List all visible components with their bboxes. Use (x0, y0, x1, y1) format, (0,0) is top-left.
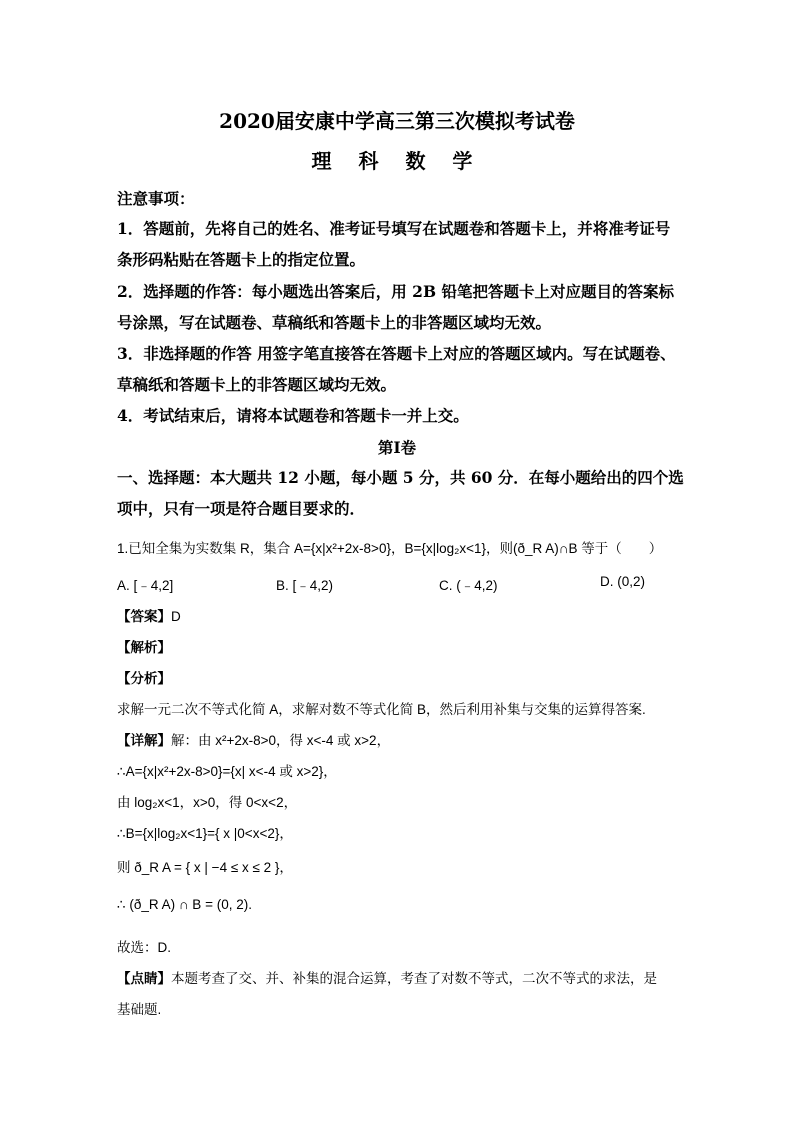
note-2-line-1: 2．选择题的作答：每小题选出答案后，用 2B 铅笔把答题卡上对应题目的答案标 (117, 282, 674, 301)
detail-text-1: 解：由 x²+2x-8>0，得 x<-4 或 x>2， (171, 733, 391, 748)
section-intro-line-2: 项中，只有一项是符合题目要求的． (117, 499, 366, 518)
comment-line-2: 基础题. (117, 1002, 162, 1017)
detail-line-2: ∴A={x|x²+2x-8>0}={x| x<-4 或 x>2}， (117, 764, 337, 779)
notes-heading: 注意事项： (117, 189, 195, 208)
analysis-tag (117, 636, 171, 656)
section-intro-line-1: 一、选择题：本大题共 12 小题，每小题 5 分，共 60 分．在每小题给出的四个选 (117, 468, 684, 487)
option-c: C. (﹣4,2) (439, 578, 498, 593)
comment-label: 【点睛】 (117, 971, 171, 986)
detail-line-1 (117, 729, 390, 749)
answer-line (117, 605, 181, 625)
choose-line: 故选：D. (117, 940, 171, 955)
volume-heading: 第Ⅰ卷 (377, 438, 417, 457)
note-3-line-2: 草稿纸和答题卡上的非答题区域均无效。 (117, 375, 397, 394)
note-1-line-2: 条形码粘贴在答题卡上的指定位置。 (117, 250, 366, 269)
detail-line-6: ∴ (ð_R A) ∩ B = (0, 2). (117, 897, 252, 912)
fenxi-tag-line (117, 667, 171, 687)
note-4: 4．考试结束后，请将本试题卷和答题卡一并上交。 (117, 406, 469, 425)
detail-line-4: ∴B={x|log₂x<1}={ x |0<x<2}， (117, 826, 293, 841)
answer-value: D (171, 609, 181, 624)
comment-text-1: 本题考查了交、并、补集的混合运算，考查了对数不等式，二次不等式的求法，是 (171, 971, 657, 986)
note-2-line-2: 号涂黑，写在试题卷、草稿纸和答题卡上的非答题区域均无效。 (117, 313, 552, 332)
exam-subtitle: 理 科 数 学 (311, 149, 483, 173)
detail-line-5: 则 ð_R A = { x | −4 ≤ x ≤ 2 }， (117, 860, 293, 875)
fenxi-text: 求解一元二次不等式化简 A，求解对数不等式化简 B，然后利用补集与交集的运算得答案. (117, 702, 646, 717)
option-b: B. [﹣4,2) (276, 578, 334, 593)
note-1-line-1: 1．答题前，先将自己的姓名、准考证号填写在试题卷和答题卡上，并将准考证号 (117, 219, 671, 238)
detail-line-3: 由 log₂x<1，x>0，得 0<x<2， (117, 795, 298, 810)
fenxi-label: 【分析】 (117, 671, 171, 686)
note-3-line-1: 3．非选择题的作答 用签字笔直接答在答题卡上对应的答题区域内。写在试题卷、 (117, 344, 676, 363)
option-d: D. (0,2) (600, 574, 646, 589)
detail-label: 【详解】 (117, 733, 171, 748)
answer-tag: 【答案】 (117, 609, 171, 624)
exam-title: 2020届安康中学高三第三次模拟考试卷 (219, 109, 575, 133)
option-a: A. [﹣4,2] (117, 578, 174, 593)
comment-line-1 (117, 967, 657, 987)
analysis-label: 【解析】 (117, 640, 171, 655)
question-stem: 1.已知全集为实数集 R，集合 A={x|x²+2x-8>0}，B={x|log₂x<1}，则(ð_R A)∩B 等于（ ） (117, 541, 663, 556)
